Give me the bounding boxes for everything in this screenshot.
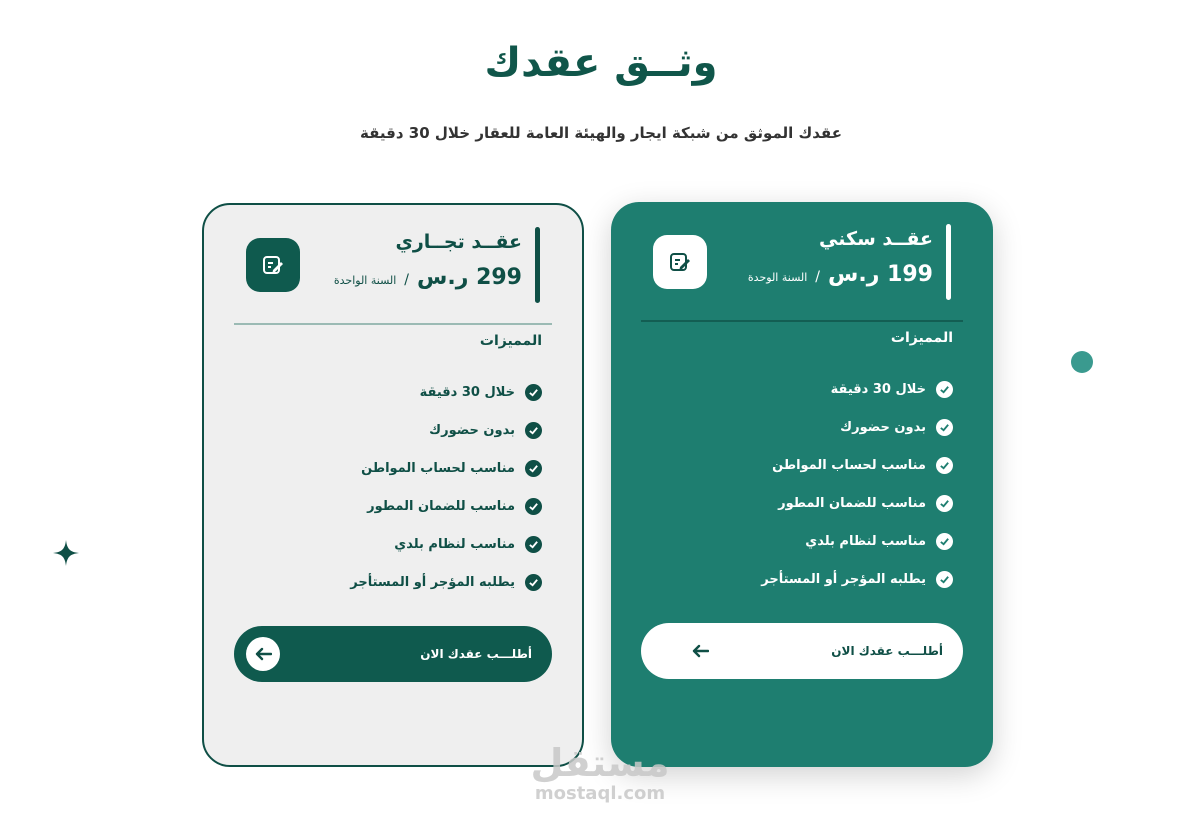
features-title: المميزات — [890, 330, 953, 346]
feature-label: يطلبه المؤجر أو المستأجر — [350, 574, 515, 590]
list-item — [350, 449, 542, 487]
price-period: السنة الواحدة — [333, 274, 397, 287]
list-item — [350, 373, 542, 411]
card-divider — [641, 320, 963, 322]
decorative-dot — [1071, 351, 1093, 373]
list-item — [350, 525, 542, 563]
price-row — [748, 262, 933, 287]
page-title: وثــق عقدك — [484, 40, 718, 86]
price-row — [334, 265, 522, 290]
feature-label: مناسب لنظام بلدي — [394, 536, 515, 552]
check-icon — [525, 384, 542, 401]
card-divider — [234, 323, 552, 325]
check-icon — [936, 419, 953, 436]
arrow-left-icon — [683, 634, 717, 668]
check-icon — [936, 495, 953, 512]
card-header — [234, 227, 552, 305]
check-icon — [525, 536, 542, 553]
price: 199 ر.س — [828, 262, 933, 287]
check-icon — [525, 422, 542, 439]
feature-list — [350, 373, 542, 601]
watermark — [520, 742, 680, 804]
page-subtitle: عقدك الموثق من شبكة ايجار والهيئة العامة للعقار خلال 30 دقيقة — [360, 124, 842, 142]
feature-label: مناسب لنظام بلدي — [805, 533, 926, 549]
list-item — [761, 408, 953, 446]
feature-label: مناسب للضمان المطور — [367, 498, 515, 514]
cta-label: أطلـــب عقدك الان — [420, 647, 532, 661]
watermark-latin: mostaql.com — [534, 783, 666, 804]
card-title: عقــد سكني — [819, 228, 933, 250]
price-separator: / — [815, 269, 821, 285]
feature-label: خلال 30 دقيقة — [419, 384, 515, 400]
list-item — [350, 487, 542, 525]
features-title: المميزات — [479, 333, 542, 349]
list-item — [350, 563, 542, 601]
order-contract-button[interactable] — [234, 626, 552, 682]
feature-label: خلال 30 دقيقة — [830, 381, 926, 397]
check-icon — [936, 571, 953, 588]
feature-label: يطلبه المؤجر أو المستأجر — [761, 571, 926, 587]
list-item — [761, 560, 953, 598]
pricing-card-residential — [611, 202, 993, 767]
check-icon — [936, 381, 953, 398]
card-accent-bar — [535, 227, 540, 303]
check-icon — [936, 533, 953, 550]
feature-label: بدون حضورك — [840, 419, 926, 435]
list-item — [350, 411, 542, 449]
cta-label: أطلـــب عقدك الان — [831, 644, 943, 658]
check-icon — [525, 574, 542, 591]
feature-label: مناسب لحساب المواطن — [361, 460, 515, 476]
edit-document-icon — [246, 238, 300, 292]
price-period: السنة الوحدة — [747, 271, 808, 284]
watermark-arabic: مستقل — [530, 741, 670, 785]
card-header — [641, 224, 963, 302]
price-separator: / — [404, 272, 410, 288]
feature-label: مناسب لحساب المواطن — [772, 457, 926, 473]
pricing-card-commercial — [202, 203, 584, 767]
price: 299 ر.س — [417, 265, 522, 290]
list-item — [761, 370, 953, 408]
check-icon — [525, 498, 542, 515]
check-icon — [936, 457, 953, 474]
feature-label: بدون حضورك — [429, 422, 515, 438]
card-title: عقــد تجــاري — [395, 231, 522, 253]
card-accent-bar — [946, 224, 951, 300]
list-item — [761, 484, 953, 522]
feature-label: مناسب للضمان المطور — [778, 495, 926, 511]
feature-list — [761, 370, 953, 598]
list-item — [761, 446, 953, 484]
edit-document-icon — [653, 235, 707, 289]
order-contract-button[interactable] — [641, 623, 963, 679]
sparkle-icon — [53, 540, 79, 566]
arrow-left-icon — [246, 637, 280, 671]
list-item — [761, 522, 953, 560]
check-icon — [525, 460, 542, 477]
